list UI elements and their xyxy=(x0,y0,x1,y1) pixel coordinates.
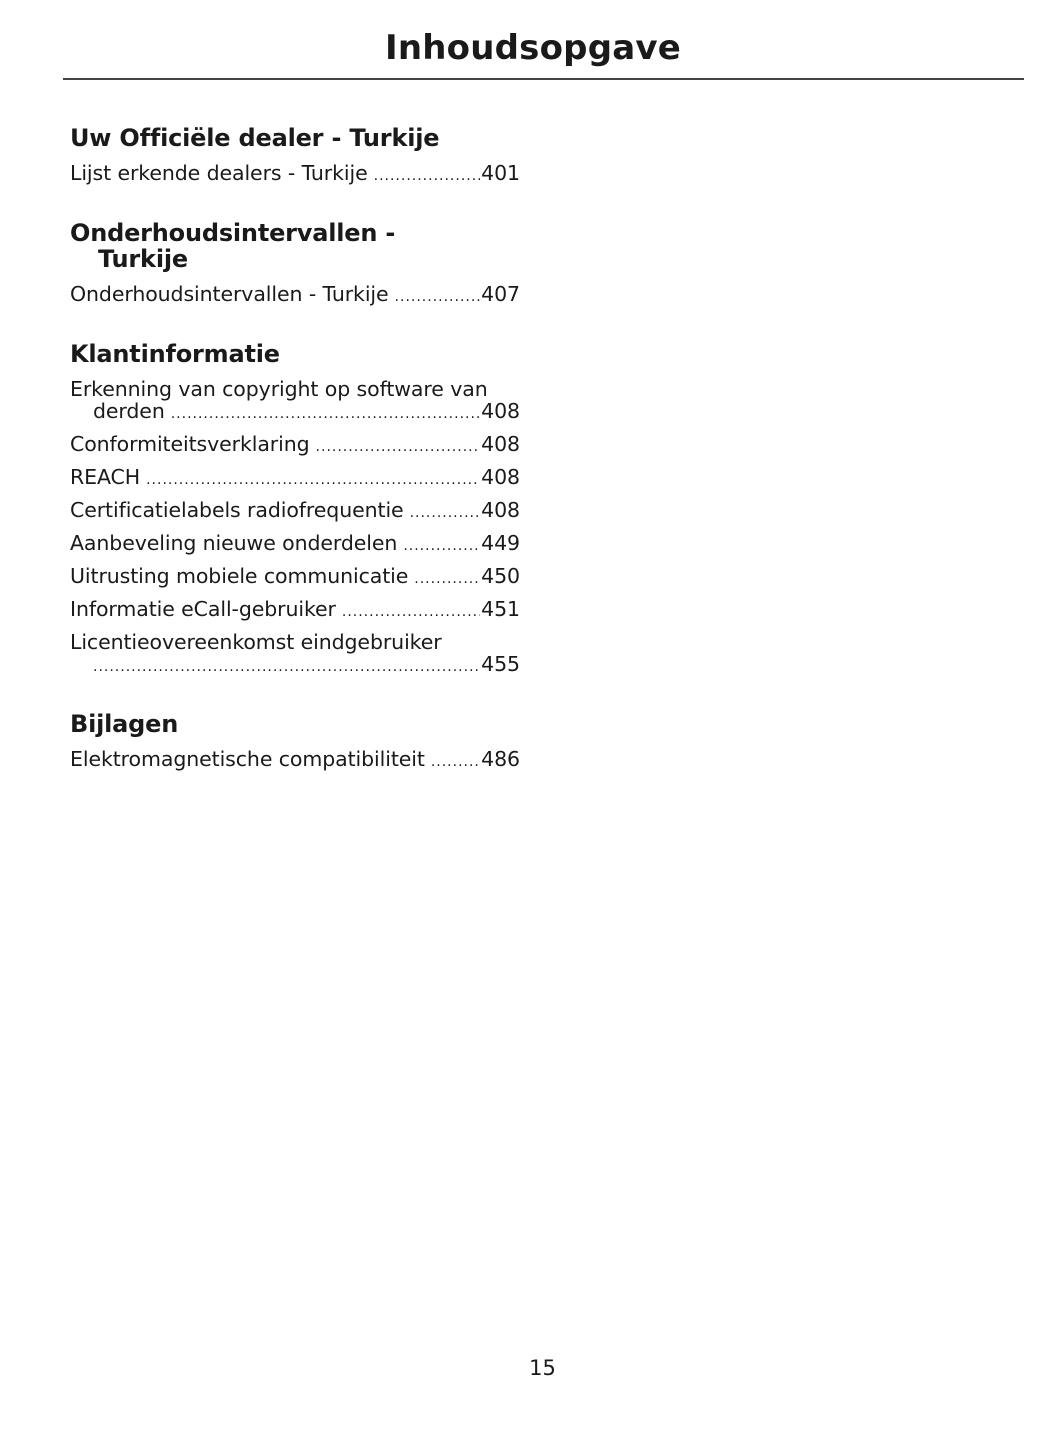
toc-entry-continuation: derden xyxy=(93,399,165,423)
toc-entry-page: 408 xyxy=(481,498,520,522)
toc-entry-title: Aanbeveling nieuwe onderdelen xyxy=(70,531,398,555)
toc-section-heading: Bijlagen xyxy=(70,710,179,738)
toc-entry-title: Licentieovereenkomst eindgebruiker xyxy=(70,630,442,654)
title-divider xyxy=(63,78,1024,80)
toc-entry-page: 449 xyxy=(481,531,520,555)
toc-section-official-dealer xyxy=(70,125,520,191)
dot-leader xyxy=(414,564,480,594)
toc-entry-title: REACH xyxy=(70,465,141,489)
dot-leader xyxy=(403,531,480,561)
toc-entry-title: Erkenning van copyright op software van xyxy=(70,377,488,401)
toc-section-appendices xyxy=(70,711,520,777)
toc-entry-page: 401 xyxy=(481,161,520,185)
toc-entry-page: 408 xyxy=(481,432,520,456)
toc-entry[interactable] xyxy=(70,561,520,594)
dot-leader xyxy=(342,597,480,627)
dot-leader xyxy=(431,747,480,777)
toc-entry[interactable] xyxy=(70,627,520,682)
toc-section-heading: Uw Officiële dealer - Turkije xyxy=(70,124,440,152)
toc-section-heading: Onderhoudsintervallen - Turkije xyxy=(70,219,396,273)
toc-entry[interactable] xyxy=(70,462,520,495)
toc-entry[interactable] xyxy=(70,279,520,312)
toc-entry-title: Uitrusting mobiele communicatie xyxy=(70,564,409,588)
toc-entry[interactable] xyxy=(70,594,520,627)
toc-section-customer-information xyxy=(70,341,520,682)
toc-section-maintenance-intervals xyxy=(70,220,520,312)
toc-entry[interactable] xyxy=(70,158,520,191)
toc-entry[interactable] xyxy=(70,528,520,561)
dot-leader xyxy=(316,432,481,462)
toc-entry[interactable] xyxy=(70,429,520,462)
toc-entry-page: 408 xyxy=(481,399,520,423)
table-of-contents xyxy=(70,125,520,806)
toc-entry-title: Informatie eCall-gebruiker xyxy=(70,597,336,621)
dot-leader xyxy=(374,161,481,191)
toc-entry-page: 455 xyxy=(481,652,520,676)
dot-leader xyxy=(146,465,480,495)
toc-entry-title: Certificatielabels radiofrequentie xyxy=(70,498,404,522)
toc-entry-title: Conformiteitsverklaring xyxy=(70,432,310,456)
toc-entry-page: 450 xyxy=(481,564,520,588)
toc-entry-page: 486 xyxy=(481,747,520,771)
toc-entry-title: Elektromagnetische compatibiliteit xyxy=(70,747,425,771)
dot-leader xyxy=(171,403,480,425)
page-title: Inhoudsopgave xyxy=(385,28,681,68)
toc-entry-title: Onderhoudsintervallen - Turkije xyxy=(70,282,389,306)
dot-leader xyxy=(395,282,481,312)
toc-entry-page: 407 xyxy=(481,282,520,306)
toc-entry-page: 451 xyxy=(481,597,520,621)
dot-leader xyxy=(410,498,481,528)
toc-entry[interactable] xyxy=(70,374,520,429)
toc-section-heading: Klantinformatie xyxy=(70,340,280,368)
toc-entry[interactable] xyxy=(70,744,520,777)
toc-entry-title: Lijst erkende dealers - Turkije xyxy=(70,161,368,185)
toc-entry[interactable] xyxy=(70,495,520,528)
toc-entry-page: 408 xyxy=(481,465,520,489)
page-number: 15 xyxy=(529,1356,556,1380)
dot-leader xyxy=(93,656,480,678)
